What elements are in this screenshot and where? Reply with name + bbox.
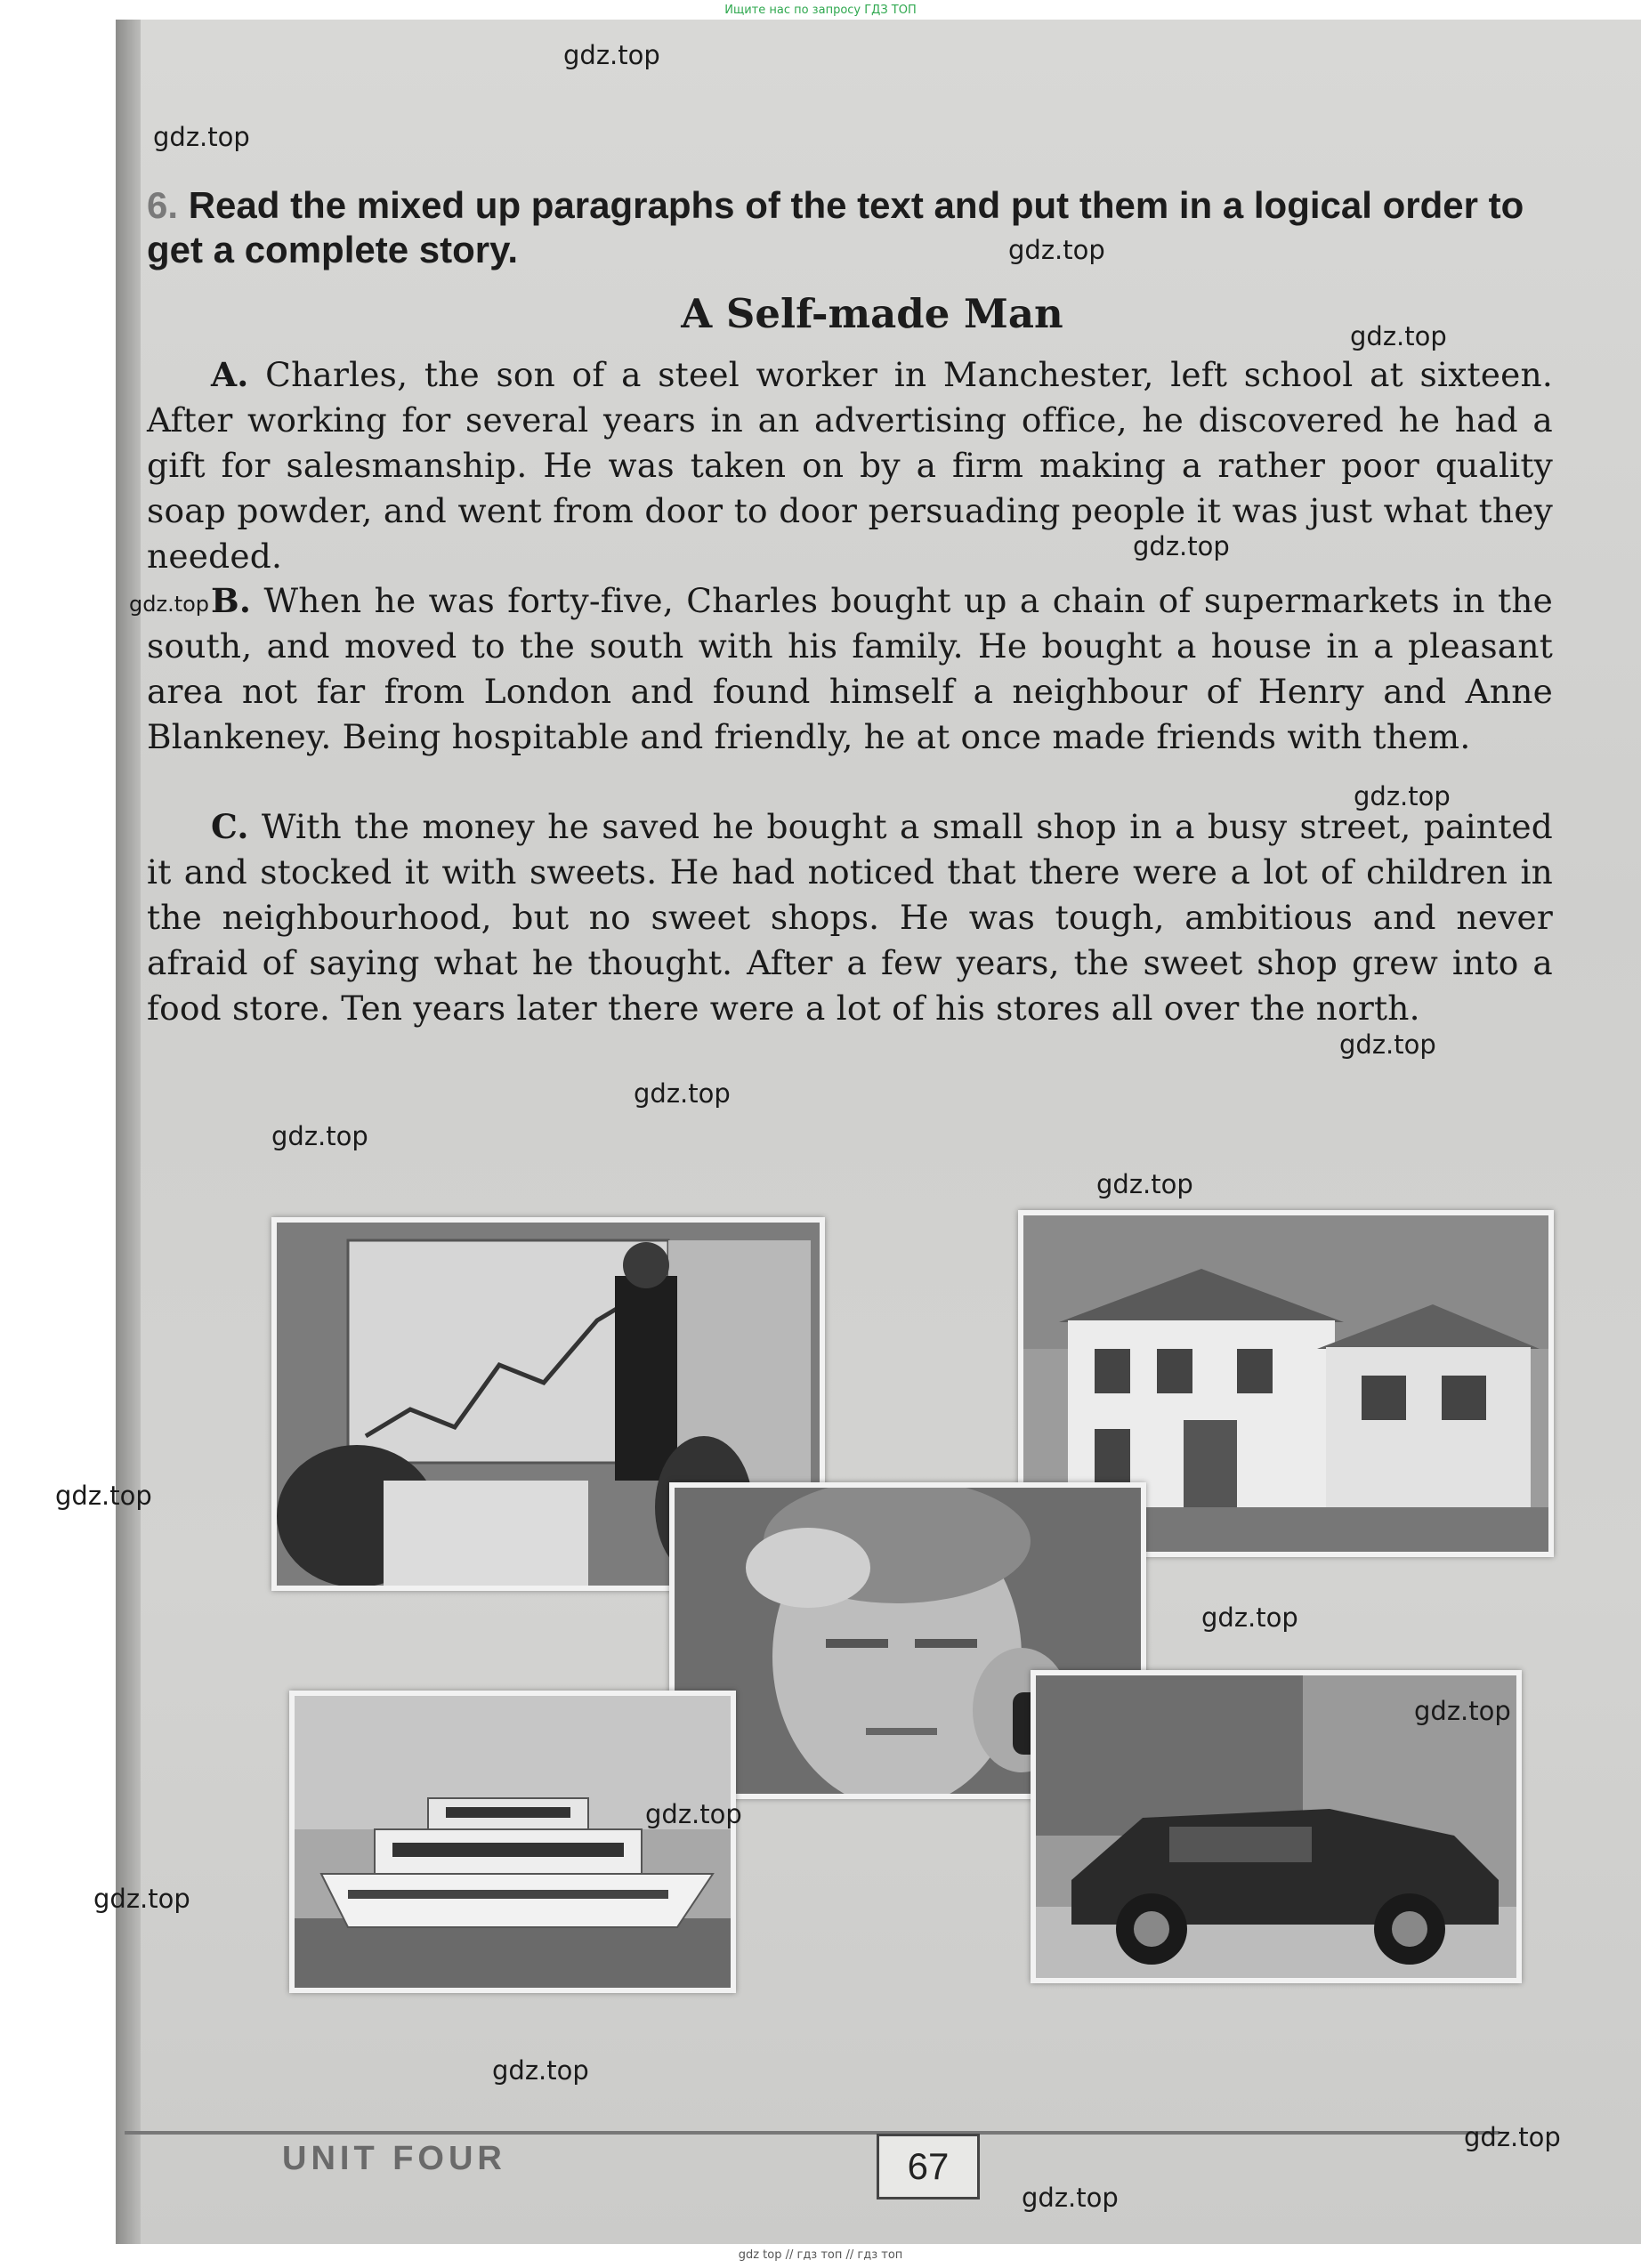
watermark: gdz.top <box>93 1884 190 1914</box>
paragraph-a <box>147 352 1553 579</box>
unit-label: UNIT FOUR <box>282 2140 506 2177</box>
yacht-illustration <box>295 1696 731 1988</box>
watermark: gdz.top <box>634 1078 731 1109</box>
watermark: gdz.top <box>1339 1029 1436 1060</box>
watermark: gdz.top <box>1354 781 1451 811</box>
watermark: gdz.top <box>153 122 250 152</box>
watermark: gdz.top <box>1350 321 1447 351</box>
watermark: gdz.top <box>1133 531 1230 561</box>
page-number: 67 <box>877 2134 980 2199</box>
paragraph-label: C. <box>211 807 249 846</box>
paragraph-text: With the money he saved he bought a small shop in a busy street, painted it and stocked it with sweets. He had noticed that there were a lot of children in the neighbourhood, but no sweet shops. He was tough, ambitious and never afraid of saying what he thought. After a few years, the sweet shop grew into a food store. Ten years later there were a lot of his stores all over the north. <box>147 807 1553 1028</box>
watermark: gdz.top <box>271 1121 368 1151</box>
paragraph-text: Charles, the son of a steel worker in Manchester, left school at sixteen. After working for several years in an advertising office, he discovered he had a gift for salesmanship. He was taken on by a firm making a rather poor quality soap powder, and went from door to door persuading people it was just what they needed. <box>147 355 1554 576</box>
watermark: gdz.top <box>492 2055 589 2086</box>
paragraph-b <box>147 578 1553 760</box>
paragraph-c <box>147 804 1553 1031</box>
watermark: gdz.top <box>563 40 660 70</box>
watermark: gdz.top <box>129 592 210 617</box>
watermark: gdz.top <box>1201 1602 1298 1633</box>
paragraph-label: A. <box>211 355 249 394</box>
top-banner[interactable]: Ищите нас по запросу ГДЗ ТОП <box>724 4 917 17</box>
photo-yacht <box>289 1691 736 1993</box>
story-title: A Self-made Man <box>681 290 1063 337</box>
task-text: Read the mixed up paragraphs of the text and put them in a logical order to get a complete story. <box>147 184 1524 270</box>
watermark: gdz.top <box>645 1799 742 1829</box>
watermark: gdz.top <box>1414 1696 1511 1726</box>
task-instruction <box>147 183 1553 272</box>
watermark: gdz.top <box>1022 2183 1119 2213</box>
task-number: 6. <box>147 184 179 226</box>
watermark: gdz.top <box>1008 235 1105 265</box>
bottom-banner[interactable]: gdz top // гдз топ // гдз топ <box>738 2248 903 2262</box>
paragraph-text: When he was forty-five, Charles bought up a chain of supermarkets in the south, and moved to the south with his family. He bought a house in a pleasant area not far from London and found himself a neighbour of Henry and Anne Blankeney. Being hospitable and friendly, he at once made friends with them. <box>147 581 1553 756</box>
watermark: gdz.top <box>1464 2122 1561 2152</box>
watermark: gdz.top <box>55 1481 152 1511</box>
footer-rule <box>125 2131 1500 2135</box>
paragraph-label: B. <box>211 581 252 620</box>
watermark: gdz.top <box>1096 1169 1193 1199</box>
